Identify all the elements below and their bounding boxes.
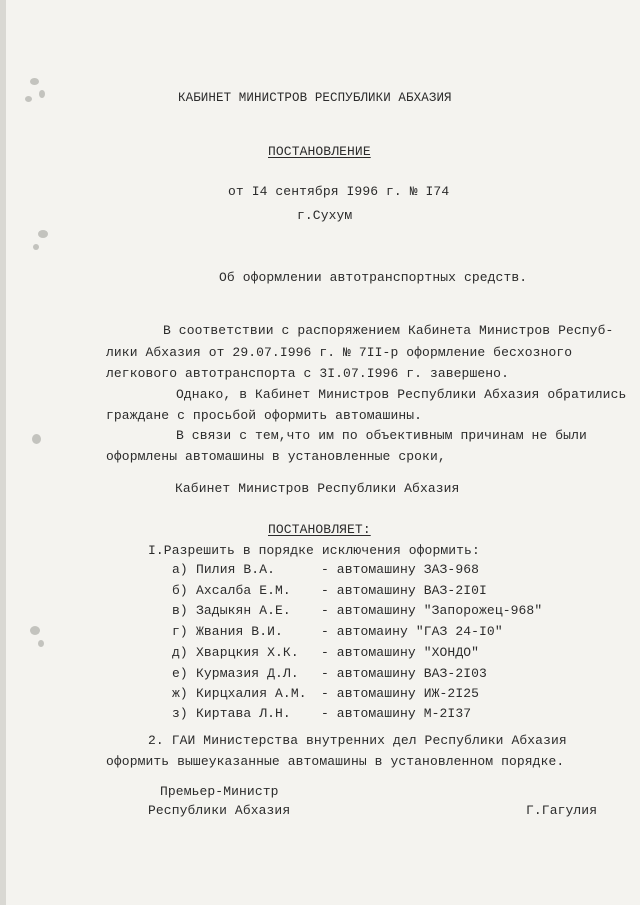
scan-edge-shadow (0, 0, 6, 905)
car-description: - автомаину "ГАЗ 24-I0" (321, 624, 503, 639)
binder-hole-mark (30, 626, 40, 635)
car-description: - автомашину ВАЗ-2I03 (321, 666, 487, 681)
owner-name: Пилия В.А. (196, 562, 276, 577)
owner-name: Задыкян А.Е. (196, 603, 291, 618)
paragraph-line: оформлены автомашины в установленные сроки, (106, 449, 446, 464)
signatory-title: Премьер-Министр (160, 784, 279, 799)
item-letter: д) (172, 645, 188, 660)
signatory-title: Республики Абхазия (148, 803, 291, 818)
item2-line: 2. ГАИ Министерства внутренних дел Республики Абхазия (148, 733, 567, 748)
car-description: - автомашину ВАЗ-2I0I (321, 583, 487, 598)
subject-line: Об оформлении автотранспортных средств. (219, 270, 528, 285)
item-letter: г) (172, 624, 188, 639)
item1-intro: I.Разрешить в порядке исключения оформить: (148, 543, 480, 558)
owner-name: Киртава Л.Н. (196, 706, 291, 721)
car-description: - автомашину "ХОНДО" (321, 645, 480, 660)
owner-name: Курмазия Д.Л. (196, 666, 299, 681)
item2-line: оформить вышеуказанные автомашины в установленном порядке. (106, 754, 565, 769)
document-type-title: ПОСТАНОВЛЕНИЕ (268, 144, 371, 159)
item-letter: з) (172, 706, 188, 721)
item-letter: в) (172, 603, 188, 618)
binder-hole-mark (25, 96, 32, 102)
binder-hole-mark (32, 434, 41, 444)
decree-word: ПОСТАНОВЛЯЕТ: (268, 522, 371, 537)
paragraph-line: В связи с тем,что им по объективным причинам не были (176, 428, 587, 443)
paragraph-line: Однако, в Кабинет Министров Республики Абхазия обратились (176, 387, 627, 402)
place-line: г.Сухум (297, 208, 353, 223)
owner-name: Ахсалба Е.М. (196, 583, 291, 598)
car-description: - автомашину ИЖ-2I25 (321, 686, 480, 701)
binder-hole-mark (30, 78, 39, 85)
paragraph-line: В соответствии с распоряжением Кабинета Министров Респуб- (163, 323, 614, 338)
date-line: от I4 сентября I996 г. № I74 (228, 184, 450, 199)
item-letter: б) (172, 583, 188, 598)
document-header: КАБИНЕТ МИНИСТРОВ РЕСПУБЛИКИ АБХАЗИЯ (178, 91, 452, 105)
binder-hole-mark (39, 90, 45, 98)
binder-hole-mark (38, 230, 48, 238)
paragraph-line: легкового автотранспорта с 3I.07.I996 г. завершено. (106, 366, 509, 381)
car-description: - автомашину ЗАЗ-968 (321, 562, 480, 577)
item-letter: а) (172, 562, 188, 577)
paragraph-line: лики Абхазия от 29.07.I996 г. № 7II-р оформление бесхозного (106, 345, 573, 360)
owner-name: Кирцхалия А.М. (196, 686, 307, 701)
item-letter: е) (172, 666, 188, 681)
cabinet-line: Кабинет Министров Республики Абхазия (175, 481, 460, 496)
item-letter: ж) (172, 686, 188, 701)
binder-hole-mark (38, 640, 44, 647)
owner-name: Хварцкия Х.К. (196, 645, 299, 660)
binder-hole-mark (33, 244, 39, 250)
signatory-name: Г.Гагулия (526, 803, 598, 818)
owner-name: Жвания В.И. (196, 624, 283, 639)
paragraph-line: граждане с просьбой оформить автомашины. (106, 408, 423, 423)
car-description: - автомашину М-2I37 (321, 706, 472, 721)
car-description: - автомашину "Запорожец-968" (321, 603, 543, 618)
